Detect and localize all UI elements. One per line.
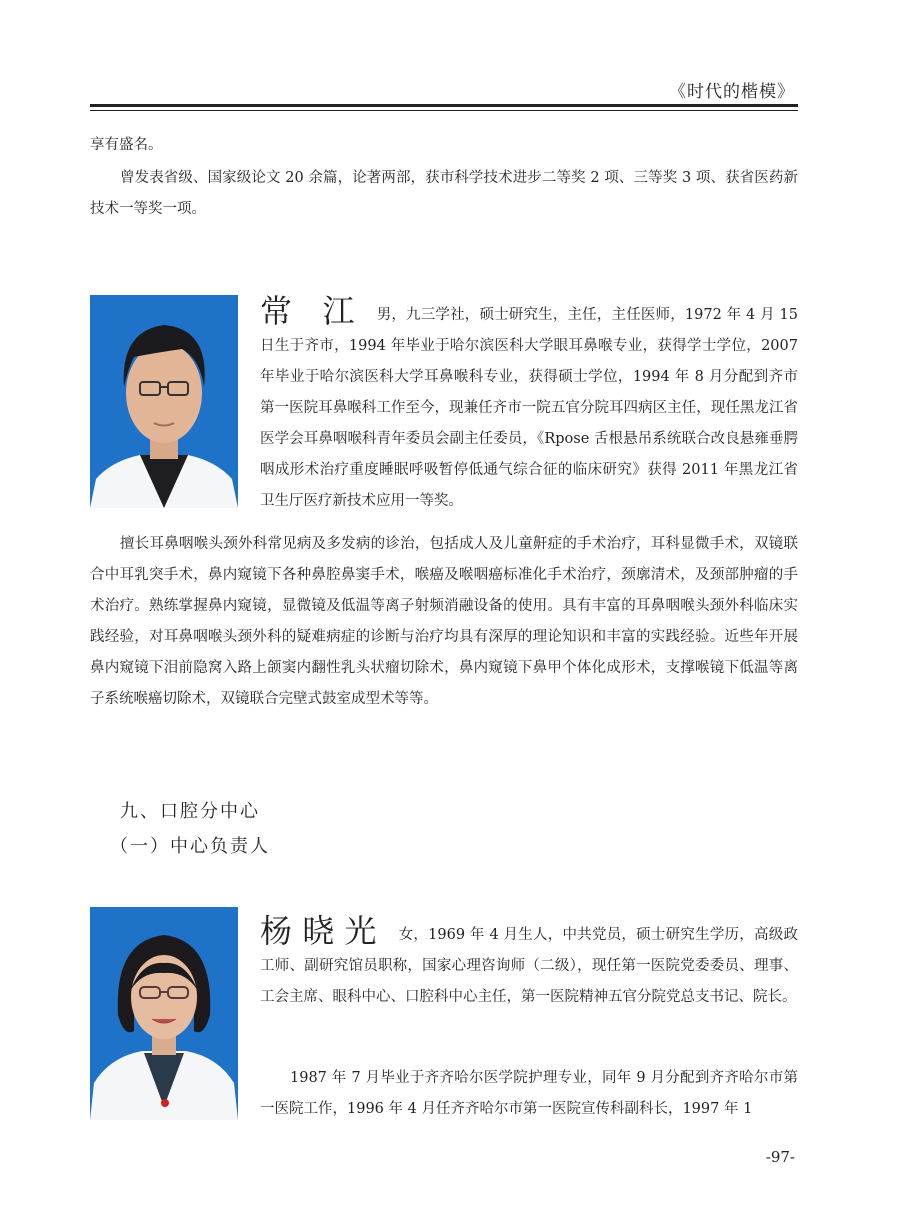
name-yang-xiaoguang: 杨晓光 xyxy=(260,912,387,950)
intro-paragraph-2: 曾发表省级、国家级论文 20 余篇，论著两部，获市科学技术进步二等奖 2 项、三等奖 3 项、获省医药新技术一等奖一项。 xyxy=(90,170,798,217)
intro-paragraph-1: 享有盛名。 xyxy=(90,137,163,153)
section-heading: 九、口腔分中心 xyxy=(120,801,260,822)
portrait-yang-xiaoguang xyxy=(90,907,238,1120)
expertise-chang-jiang: 擅长耳鼻咽喉头颈外科常见病及多发病的诊治，包括成人及儿童鼾症的手术治疗，耳科显微手术，双镜联合中耳乳突手术，鼻内窥镜下各种鼻腔鼻窦手术，喉癌及喉咽癌标准化手术治疗，颈廓清术，及颈部肿瘤的手术治疗。熟练掌握鼻内窥镜，显微镜及低温等离子射频消融设备的使用。具有丰富的耳鼻咽喉头颈外科临床实践经验，对耳鼻咽喉头颈外科的疑难病症的诊断与治疗均具有深厚的理论知识和丰富的实践经验。近些年开展鼻内窥镜下泪前隐窝入路上颌窦内翻性乳头状瘤切除术，鼻内窥镜下鼻甲个体化成形术，支撑喉镜下低温等离子系统喉癌切除术，双镜联合完壁式鼓室成型术等等。 xyxy=(90,536,798,707)
section-subheading: （一）中心负责人 xyxy=(110,836,270,857)
portrait-chang-jiang xyxy=(90,295,238,508)
career-yang-xiaoguang: 1987 年 7 月毕业于齐齐哈尔医学院护理专业，同年 9 月分配到齐齐哈尔市第一医院工作，1996 年 4 月任齐齐哈尔市第一医院宣传科副科长，1997 年 1 xyxy=(260,1070,798,1117)
bio-chang-jiang xyxy=(260,292,798,517)
name-chang-jiang: 常 江 xyxy=(260,292,365,330)
running-header: 《时代的楷模》 xyxy=(669,82,795,102)
bio-text-chang-jiang: 男，九三学社，硕士研究生，主任，主任医师，1972 年 4 月 15 日生于齐市，1994 年毕业于哈尔滨医科大学眼耳鼻喉专业，获得学士学位，2007 年毕业于哈尔滨医科大学耳鼻喉科专业，获得硕士学位，1994 年 8 月分配到齐市第一医院耳鼻喉科工作至今，现兼任齐市一院五官分院耳四病区主任，现任黑龙江省医学会耳鼻咽喉科青年委员会副主任委员，《Rpose 舌根悬吊系统联合改良悬雍垂腭咽成形术治疗重度睡眠呼吸暂停低通气综合征的临床研究》获得 2011 年黑龙江省卫生厅医疗新技术应用一等奖。 xyxy=(260,307,798,509)
page-number: -97- xyxy=(765,1148,795,1166)
bio-text-yang-xiaoguang: 女，1969 年 4 月生人，中共党员，硕士研究生学历，高级政工师、副研究馆员职称，国家心理咨询师（二级），现任第一医院党委委员、理事、工会主席、眼科中心、口腔科中心主任，第一医院精神五官分院党总支书记、院长。 xyxy=(260,927,798,1005)
bio-yang-xiaoguang xyxy=(260,912,798,1013)
header-rule-thin xyxy=(90,110,798,111)
header-rule-thick xyxy=(90,104,798,107)
